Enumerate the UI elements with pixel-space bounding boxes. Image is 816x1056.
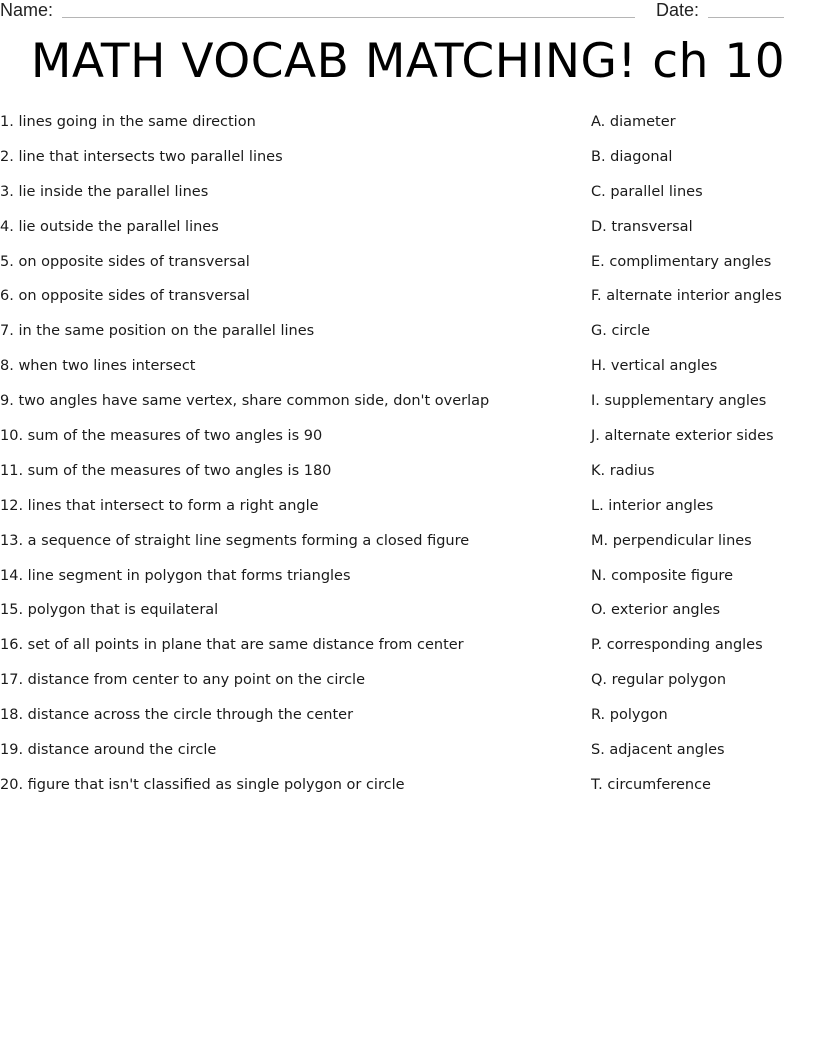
question-item: 18. distance across the circle through the center [0,707,354,724]
question-item: 12. lines that intersect to form a right angle [0,497,319,514]
answer-item: C. parallel lines [591,183,703,200]
answer-item: M. perpendicular lines [591,532,752,549]
answer-item: J. alternate exterior sides [591,428,774,445]
question-item: 15. polygon that is equilateral [0,602,219,619]
answer-item: N. composite figure [591,567,733,584]
answer-item: R. polygon [591,707,668,724]
answer-item: P. corresponding angles [591,637,763,654]
worksheet-title: MATH VOCAB MATCHING! ch 10 [30,34,786,89]
question-item: 5. on opposite sides of transversal [0,253,250,270]
answer-item: A. diameter [591,114,676,130]
question-item: 16. set of all points in plane that are same distance from center [0,637,464,654]
question-item: 8. when two lines intersect [0,358,196,375]
date-label: Date: [656,0,700,20]
question-item: 11. sum of the measures of two angles is 180 [0,462,332,479]
answer-item: K. radius [591,462,655,479]
answer-item: L. interior angles [591,497,714,514]
date-blank-line [708,17,784,18]
questions-list [0,112,580,810]
question-item: 3. lie inside the parallel lines [0,183,209,200]
answer-item: B. diagonal [591,148,673,165]
answer-item: F. alternate interior angles [591,288,782,305]
answer-item: H. vertical angles [591,358,718,375]
answer-item: O. exterior angles [591,602,721,619]
answer-item: S. adjacent angles [591,742,725,759]
answers-list [591,112,811,810]
answer-item: D. transversal [591,218,693,235]
question-item: 20. figure that isn't classified as single polygon or circle [0,776,405,793]
question-item: 6. on opposite sides of transversal [0,288,250,305]
answer-item: G. circle [591,323,651,340]
question-item: 2. line that intersects two parallel lines [0,148,283,165]
question-item: 7. in the same position on the parallel lines [0,323,315,340]
answer-item: I. supplementary angles [591,393,767,410]
question-item: 9. two angles have same vertex, share common side, don't overlap [0,393,490,410]
answer-item: E. complimentary angles [591,253,772,270]
answer-item: T. circumference [591,776,711,793]
question-item: 19. distance around the circle [0,742,217,759]
question-item: 4. lie outside the parallel lines [0,218,219,235]
name-blank-line [62,17,635,18]
name-label: Name: [0,0,54,20]
worksheet-header [0,0,816,22]
question-item: 13. a sequence of straight line segments forming a closed figure [0,532,470,549]
question-item: 1. lines going in the same direction [0,114,256,130]
question-item: 10. sum of the measures of two angles is 90 [0,428,323,445]
question-item: 17. distance from center to any point on the circle [0,672,365,689]
answer-item: Q. regular polygon [591,672,727,689]
question-item: 14. line segment in polygon that forms triangles [0,567,351,584]
